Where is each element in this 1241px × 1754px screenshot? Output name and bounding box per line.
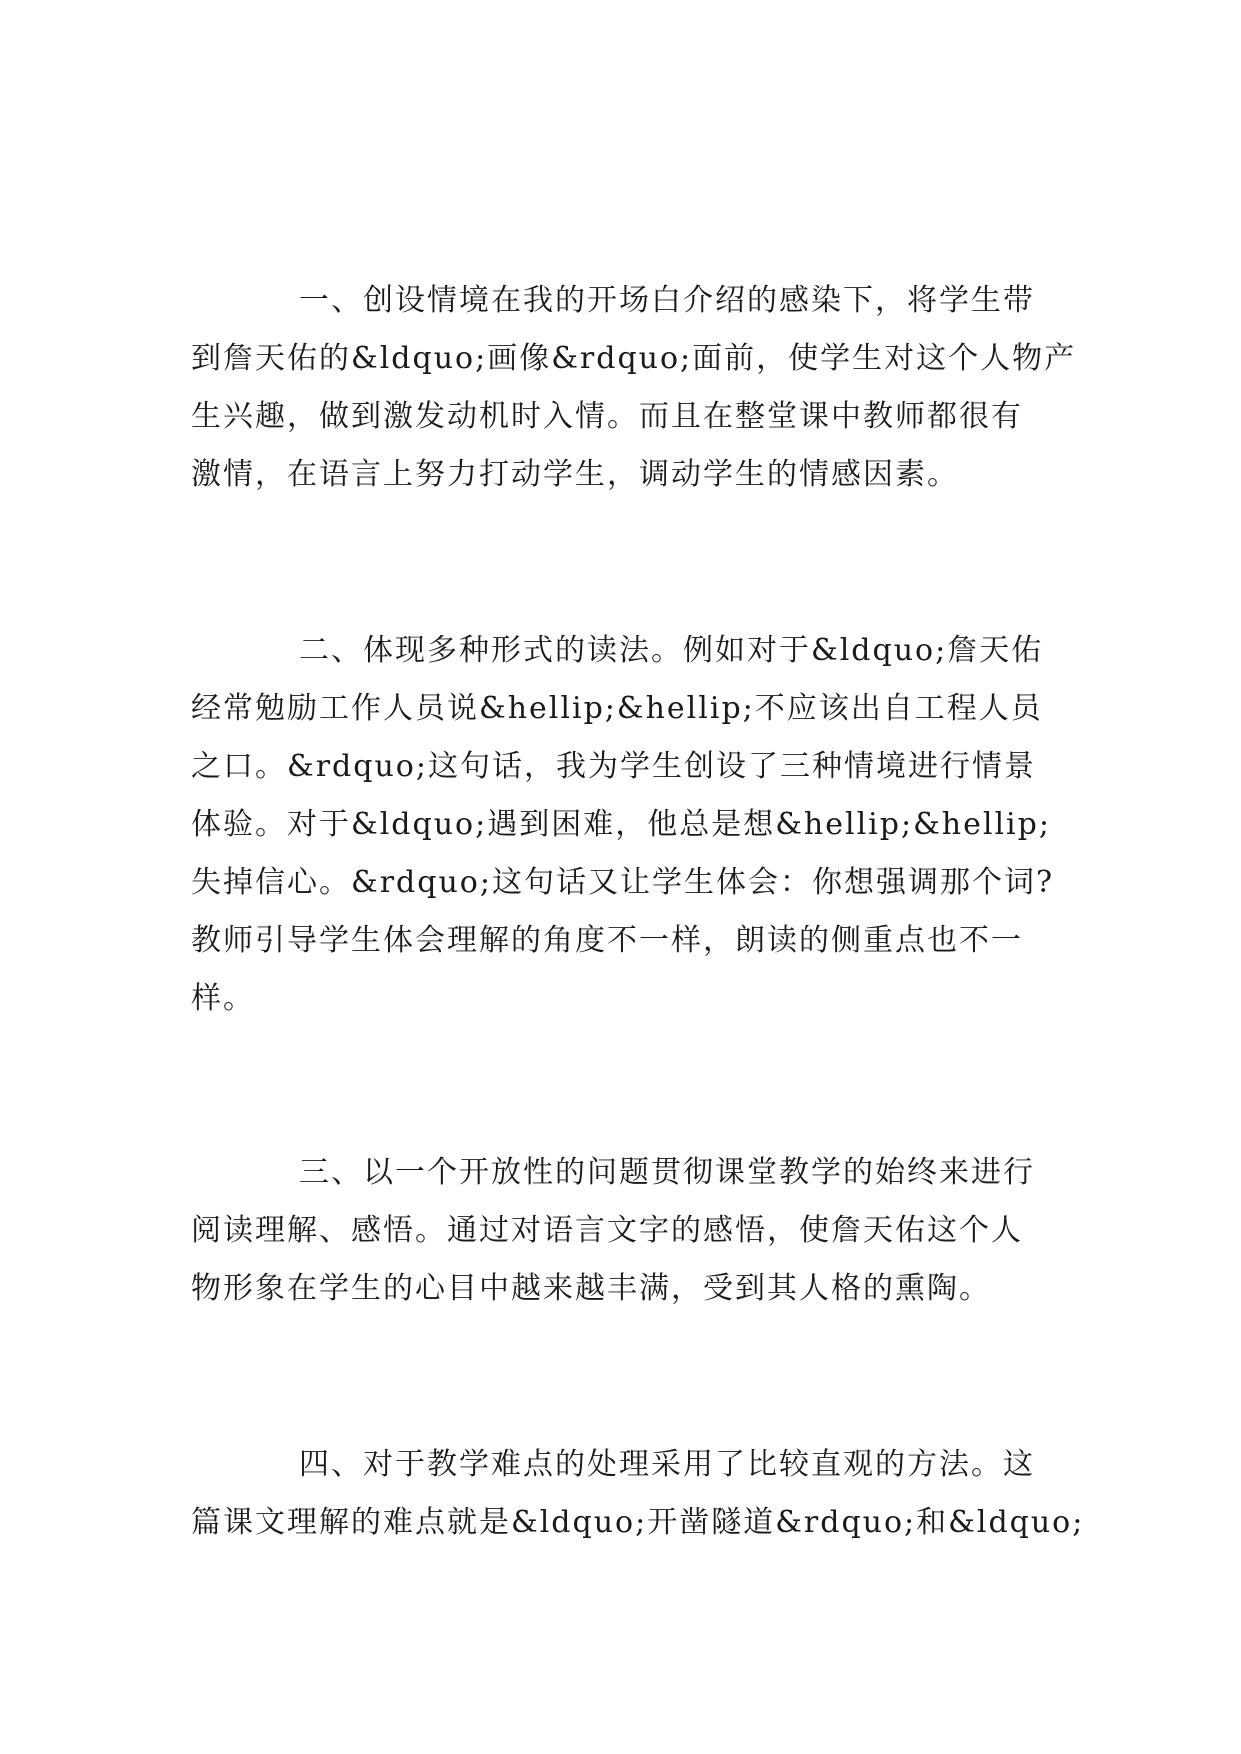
paragraph-line: 失掉信心。&rdquo;这句话又让学生体会：你想强调那个词?	[191, 865, 1055, 900]
paragraph-line: 阅读理解、感悟。通过对语言文字的感悟，使詹天佑这个人	[191, 1213, 1023, 1248]
paragraph-line: 三、以一个开放性的问题贯彻课堂教学的始终来进行	[299, 1155, 1035, 1190]
paragraph-3	[191, 1144, 1051, 1318]
paragraph-line: 经常勉励工作人员说&hellip;&hellip;不应该出自工程人员	[191, 691, 1043, 726]
paragraph-line: 生兴趣，做到激发动机时入情。而且在整堂课中教师都很有	[191, 399, 1023, 434]
paragraph-line: 一、创设情境在我的开场白介绍的感染下，将学生带	[299, 283, 1035, 318]
paragraph-line: 激情，在语言上努力打动学生，调动学生的情感因素。	[191, 457, 959, 492]
paragraph-line: 二、体现多种形式的读法。例如对于&ldquo;詹天佑	[299, 633, 1044, 668]
paragraph-line: 教师引导学生体会理解的角度不一样，朗读的侧重点也不一	[191, 923, 1023, 958]
paragraph-line: 之口。&rdquo;这句话，我为学生创设了三种情境进行情景	[191, 749, 1036, 784]
paragraph-2	[191, 622, 1055, 1028]
paragraph-line: 篇课文理解的难点就是&ldquo;开凿隧道&rdquo;和&ldquo;	[191, 1505, 1085, 1540]
paragraph-line: 物形象在学生的心目中越来越丰满，受到其人格的熏陶。	[191, 1271, 991, 1306]
paragraph-4	[191, 1436, 1085, 1552]
paragraph-line: 四、对于教学难点的处理采用了比较直观的方法。这	[299, 1447, 1035, 1482]
paragraph-1	[191, 272, 1077, 504]
paragraph-line: 样。	[191, 981, 255, 1016]
paragraph-line: 体验。对于&ldquo;遇到困难，他总是想&hellip;&hellip;	[191, 807, 1051, 842]
paragraph-line: 到詹天佑的&ldquo;画像&rdquo;面前，使学生对这个人物产	[191, 341, 1077, 376]
